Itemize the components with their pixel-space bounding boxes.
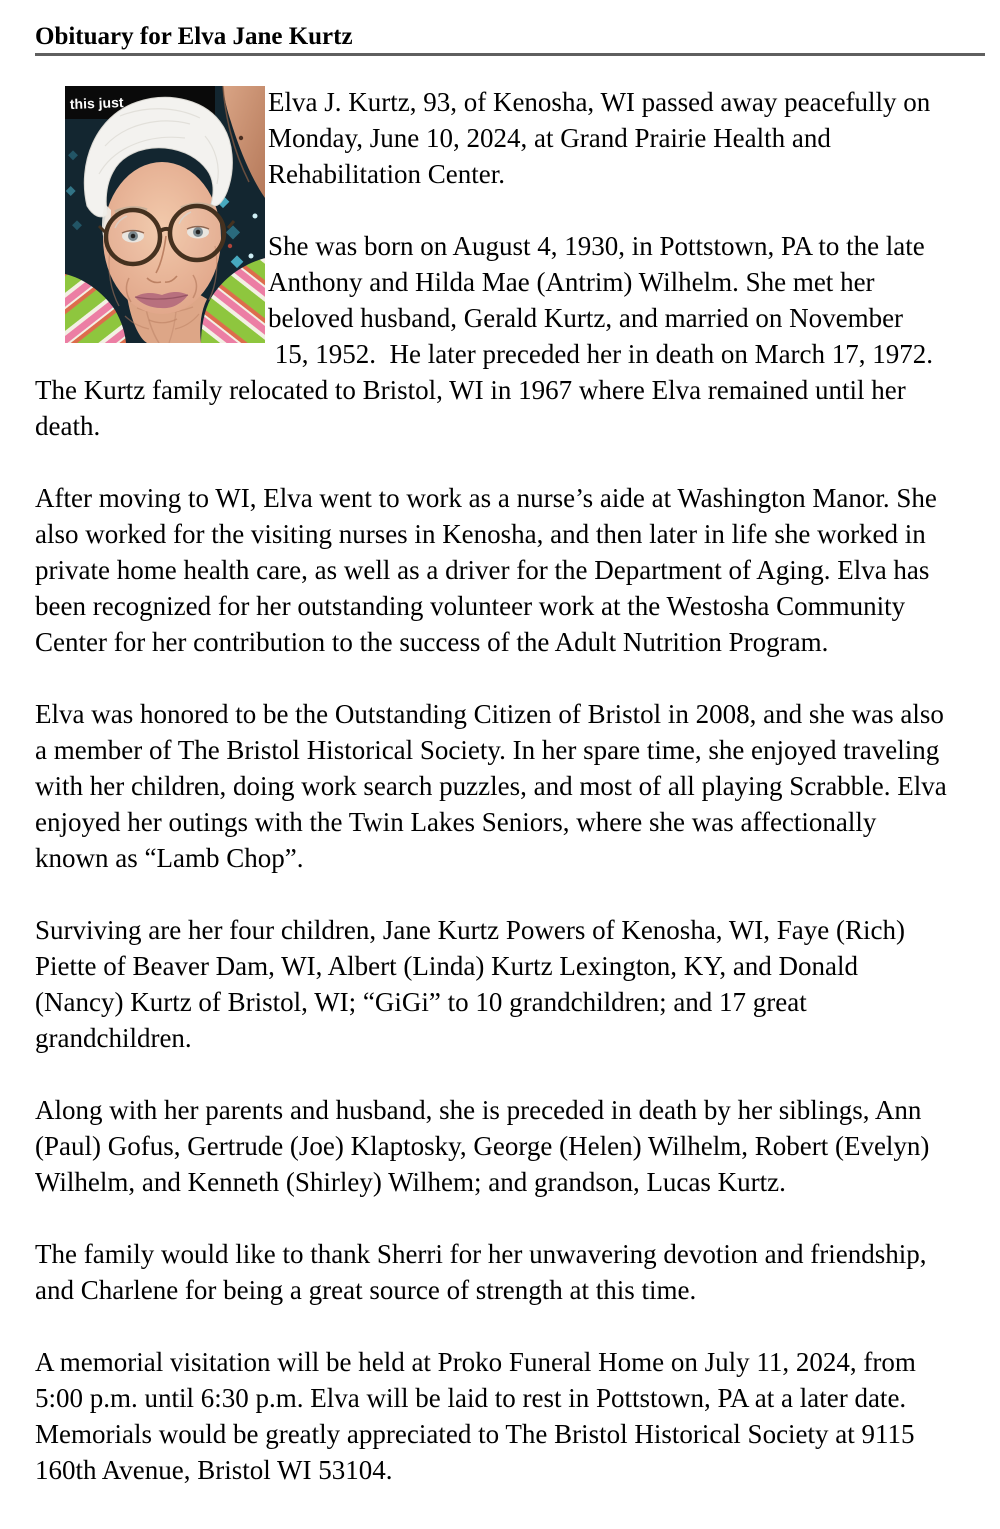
paragraph — [35, 696, 985, 876]
text-line: been recognized for her outstanding volunteer work at the Westosha Community — [35, 591, 906, 621]
text-line: grandchildren. — [35, 1023, 192, 1053]
text-line: (Nancy) Kurtz of Bristol, WI; “GiGi” to 10 grandchildren; and 17 great — [35, 987, 807, 1017]
text-line: known as “Lamb Chop”. — [35, 843, 304, 873]
text-line: Monday, June 10, 2024, at Grand Prairie Health and — [268, 123, 831, 153]
title-rule — [35, 53, 985, 56]
text-line: Memorials would be greatly appreciated to The Bristol Historical Society at 9115 — [35, 1419, 915, 1449]
text-line: private home health care, as well as a driver for the Department of Aging. Elva has — [35, 555, 930, 585]
text-line: with her children, doing work search puzzles, and most of all playing Scrabble. Elva — [35, 771, 947, 801]
paragraph — [35, 1236, 985, 1308]
text-line: Surviving are her four children, Jane Kurtz Powers of Kenosha, WI, Faye (Rich) — [35, 915, 905, 945]
text-line: and Charlene for being a great source of strength at this time. — [35, 1275, 697, 1305]
text-line: 5:00 p.m. until 6:30 p.m. Elva will be laid to rest in Pottstown, PA at a later date. — [35, 1383, 907, 1413]
text-line: (Paul) Gofus, Gertrude (Joe) Klaptosky, George (Helen) Wilhelm, Robert (Evelyn) — [35, 1131, 930, 1161]
page-title: Obituary for Elva Jane Kurtz — [35, 23, 353, 50]
text-line: A memorial visitation will be held at Proko Funeral Home on July 11, 2024, from — [35, 1347, 916, 1377]
paragraph — [35, 912, 985, 1056]
text-line: After moving to WI, Elva went to work as a nurse’s aide at Washington Manor. She — [35, 483, 937, 513]
text-line: also worked for the visiting nurses in Kenosha, and then later in life she worked in — [35, 519, 926, 549]
text-line: She was born on August 4, 1930, in Pottstown, PA to the late — [268, 231, 925, 261]
text-line: The family would like to thank Sherri for her unwavering devotion and friendship, — [35, 1239, 927, 1269]
portrait-photo — [65, 86, 265, 343]
text-line: 15, 1952. He later preceded her in death on March 17, 1972. — [268, 339, 934, 369]
text-line: The Kurtz family relocated to Bristol, WI in 1967 where Elva remained until her — [35, 375, 906, 405]
paragraph — [35, 1344, 985, 1488]
text-line: Along with her parents and husband, she is preceded in death by her siblings, Ann — [35, 1095, 922, 1125]
text-line: Rehabilitation Center. — [268, 159, 505, 189]
text-line: Piette of Beaver Dam, WI, Albert (Linda) Kurtz Lexington, KY, and Donald — [35, 951, 859, 981]
obituary-body — [35, 84, 985, 1488]
text-line: 160th Avenue, Bristol WI 53104. — [35, 1455, 393, 1485]
paragraph — [35, 480, 985, 660]
text-line: enjoyed her outings with the Twin Lakes Seniors, where she was affectionally — [35, 807, 877, 837]
text-line: Anthony and Hilda Mae (Antrim) Wilhelm. She met her — [268, 267, 875, 297]
text-line: beloved husband, Gerald Kurtz, and married on November — [268, 303, 904, 333]
text-line: Center for her contribution to the success of the Adult Nutrition Program. — [35, 627, 829, 657]
photo-banner-text: this just — [69, 94, 124, 112]
text-line: Wilhelm, and Kenneth (Shirley) Wilhem; and grandson, Lucas Kurtz. — [35, 1167, 786, 1197]
text-line: a member of The Bristol Historical Society. In her spare time, she enjoyed traveling — [35, 735, 940, 765]
paragraph — [35, 1092, 985, 1200]
text-line: Elva J. Kurtz, 93, of Kenosha, WI passed away peacefully on — [268, 87, 931, 117]
portrait-photo-image — [65, 86, 265, 343]
text-line: Elva was honored to be the Outstanding Citizen of Bristol in 2008, and she was also — [35, 699, 944, 729]
text-line: death. — [35, 411, 101, 441]
